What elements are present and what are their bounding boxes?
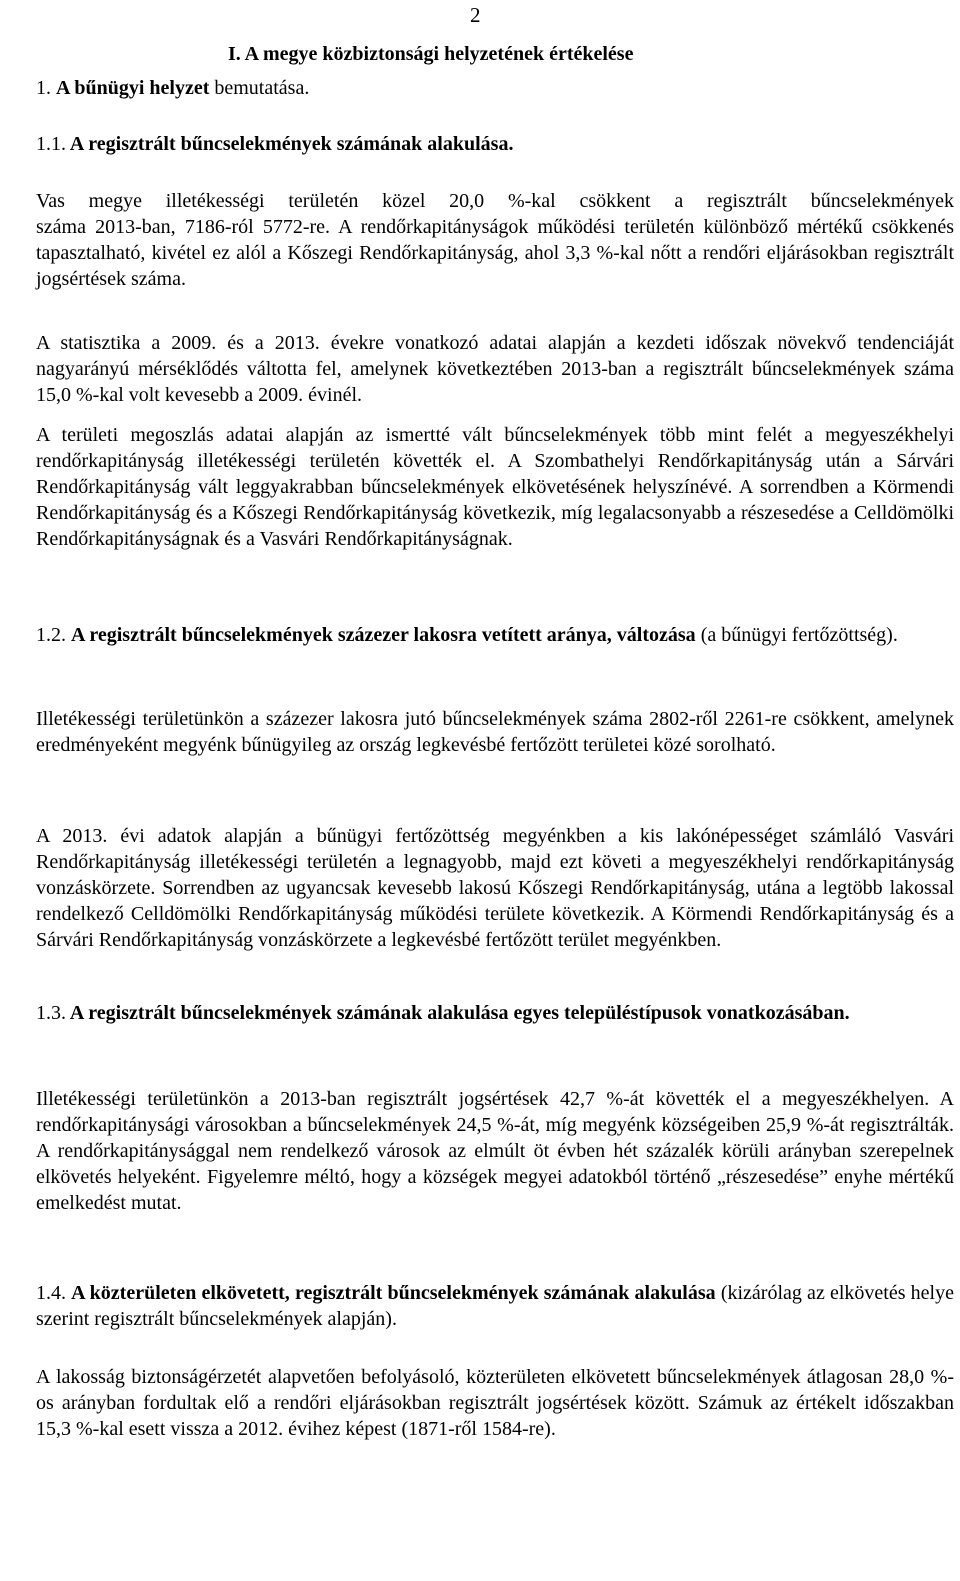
paragraph-6: A 2013. évi adatok alapján a bűnügyi fertőzöttség megyénkben a kis lakónépességet számláló Vasvári Rendőrkapitányság illetékességi területén a legnagyobb, majd ezt követi a megyeszékhelyi rendőrkapitányság vonzáskörzete. Sorrendben az ugyancsak kevesebb lakosú Kőszegi Rendőrkapitányság, utána a legtöbb lakossal rendelkező Celldömölki Rendőrkapitányság működési területe következik. A Körmendi Rendőrkapitányság és a Sárvári Rendőrkapitányság vonzáskörzete a legkevésbé fertőzött terület megyénkben. <box>36 825 954 951</box>
paragraph-1-line-1: Vas megye illetékességi területén közel 20,0 %-kal csökkent a regisztrált bűncselekmények <box>36 190 954 212</box>
paragraph-2: A statisztika a 2009. és a 2013. évekre vonatkozó adatai alapján a kezdeti időszak növekvő tendenciáját nagyarányú mérséklődés váltotta fel, amelynek következtében 2013-ban a regisztrált bűncselekmények száma 15,0 %-kal volt kevesebb a 2009. évinél. <box>36 332 954 406</box>
paragraph-1: száma 2013-ban, 7186-ról 5772-re. A rendőrkapitányságok működési területén különböző mértékű csökkenés tapasztalható, kivétel ez alól a Kőszegi Rendőrkapitányság, ahol 3,3 %-kal nőtt a rendőri eljárásokban regisztrált jogsértések száma. <box>36 216 954 290</box>
chapter-title: I. A megye közbiztonsági helyzetének értékelése <box>228 43 634 65</box>
section-heading-1-3 <box>36 1000 954 1026</box>
paragraph-5: Illetékességi területünkön a százezer lakosra jutó bűncselekmények száma 2802-ről 2261-re csökkent, amelynek eredményeként megyénk bűnügyileg az ország legkevésbé fertőzött területei közé sorolható. <box>36 708 954 756</box>
section-heading-1 <box>36 75 954 101</box>
section-heading-1-1 <box>36 131 954 157</box>
section-title: A regisztrált bűncselekmények számának alakulása. <box>69 133 514 155</box>
section-number: 1.2. <box>36 624 66 646</box>
section-title: A regisztrált bűncselekmények számának alakulása egyes településtípusok vonatkozásában. <box>69 1002 850 1024</box>
section-title-bold: A regisztrált bűncselekmények százezer lakosra vetített aránya, változása <box>71 624 696 646</box>
paragraph-10: A lakosság biztonságérzetét alapvetően befolyásoló, közterületen elkövetett bűncselekmények átlagosan 28,0 %-os arányban fordultak elő a rendőri eljárásokban regisztrált jogsértések között. Számuk az értékelt időszakban 15,3 %-kal esett vissza a 2012. évihez képest (1871-ről 1584-re). <box>36 1366 954 1440</box>
section-number: 1. <box>36 77 51 99</box>
section-title-bold: A bűnügyi helyzet <box>56 77 210 99</box>
paragraph-8: Illetékességi területünkön a 2013-ban regisztrált jogsértések 42,7 %-át követték el a megyeszékhelyen. A rendőrkapitánysági városokban a bűncselekmények 24,5 %-át, míg megyénk községeiben 25,9 %-át regisztrálták. A rendőrkapitánysággal nem rendelkező városok az elmúlt öt évben hét százalék körüli arányban szerepelnek elkövetés helyeként. Figyelemre méltó, hogy a községek megyei adatokból történő „részesedése” enyhe mértékű emelkedést mutat. <box>36 1088 954 1214</box>
section-number: 1.3. <box>36 1002 66 1024</box>
section-title-rest: (a bűnügyi fertőzöttség). <box>695 624 898 646</box>
section-number: 1.4. <box>36 1282 66 1304</box>
section-title-rest: bemutatása. <box>209 77 310 99</box>
section-heading-1-2 <box>36 622 954 648</box>
page-number: 2 <box>470 3 481 27</box>
section-heading-1-4 <box>36 1280 954 1332</box>
section-number: 1.1. <box>36 133 66 155</box>
section-title-rest: (kizárólag az elkövetés helye szerint regisztrált bűncselekmények alapján). <box>36 1282 954 1330</box>
paragraph-3: A területi megoszlás adatai alapján az ismertté vált bűncselekmények több mint felét a megyeszékhelyi rendőrkapitányság illetékességi területén követték el. A Szombathelyi Rendőrkapitányság után a Sárvári Rendőrkapitányság vált leggyakrabban bűncselekmények elkövetésének helyszínévé. A sorrendben a Körmendi Rendőrkapitányság és a Kőszegi Rendőrkapitányság következik, míg legalacsonyabb a részesedése a Celldömölki Rendőrkapitányságnak és a Vasvári Rendőrkapitányságnak. <box>36 424 954 550</box>
section-title-bold: A közterületen elkövetett, regisztrált bűncselekmények számának alakulása <box>71 1282 716 1304</box>
